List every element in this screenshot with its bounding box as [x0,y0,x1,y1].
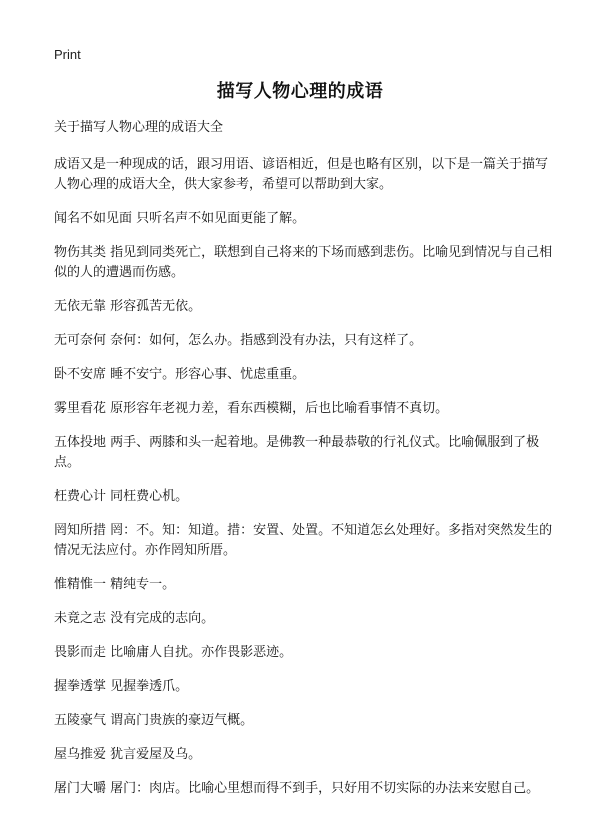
article-intro: 成语又是一种现成的话，跟习用语、谚语相近，但是也略有区别，以下是一篇关于描写人物心理的成语大全，供大家参考，希望可以帮助到大家。 [54,157,549,192]
print-link[interactable]: Print [54,47,81,62]
idiom-entry: 物伤其类 指见到同类死亡，联想到自己将来的下场而感到悲伤。比喻见到情况与自己相似的人的遭遇而伤感。 [54,245,553,280]
idiom-entry: 闻名不如见面 只听名声不如见面更能了解。 [54,211,306,226]
idiom-entry: 雾里看花 原形容年老视力差，看东西模糊，后也比喻看事情不真切。 [54,401,449,416]
idiom-entry: 无依无靠 形容孤苦无依。 [54,299,202,314]
article-subtitle: 关于描写人物心理的成语大全 [54,120,224,135]
idiom-entry: 畏影而走 比喻庸人自扰。亦作畏影恶迹。 [54,645,293,660]
idiom-entry: 卧不安席 睡不安宁。形容心事、忧虑重重。 [54,367,306,382]
idiom-entry: 握拳透掌 见握拳透爪。 [54,679,189,694]
idiom-entry: 罔知所措 罔：不。知：知道。措：安置、处置。不知道怎幺处理好。多指对突然发生的情况无法应付。亦作罔知所厝。 [54,523,553,558]
idiom-entry: 惟精惟一 精纯专一。 [54,577,176,592]
idiom-entry: 枉费心计 同枉费心机。 [54,489,189,504]
idiom-entry: 屋乌推爱 犹言爱屋及乌。 [54,747,202,762]
idiom-entry: 五体投地 两手、两膝和头一起着地。是佛教一种最恭敬的行礼仪式。比喻佩服到了极点。 [54,435,540,470]
page-title: 描写人物心理的成语 [216,81,384,102]
idiom-entry: 未竟之志 没有完成的志向。 [54,611,215,626]
article-body [54,118,554,813]
idiom-entry: 无可奈何 奈何：如何，怎么办。指感到没有办法，只有这样了。 [54,333,423,348]
idiom-entry: 屠门大嚼 屠门：肉店。比喻心里想而得不到手，只好用不切实际的办法来安慰自己。 [54,781,540,796]
idiom-entry: 五陵豪气 谓高门贵族的豪迈气概。 [54,713,254,728]
